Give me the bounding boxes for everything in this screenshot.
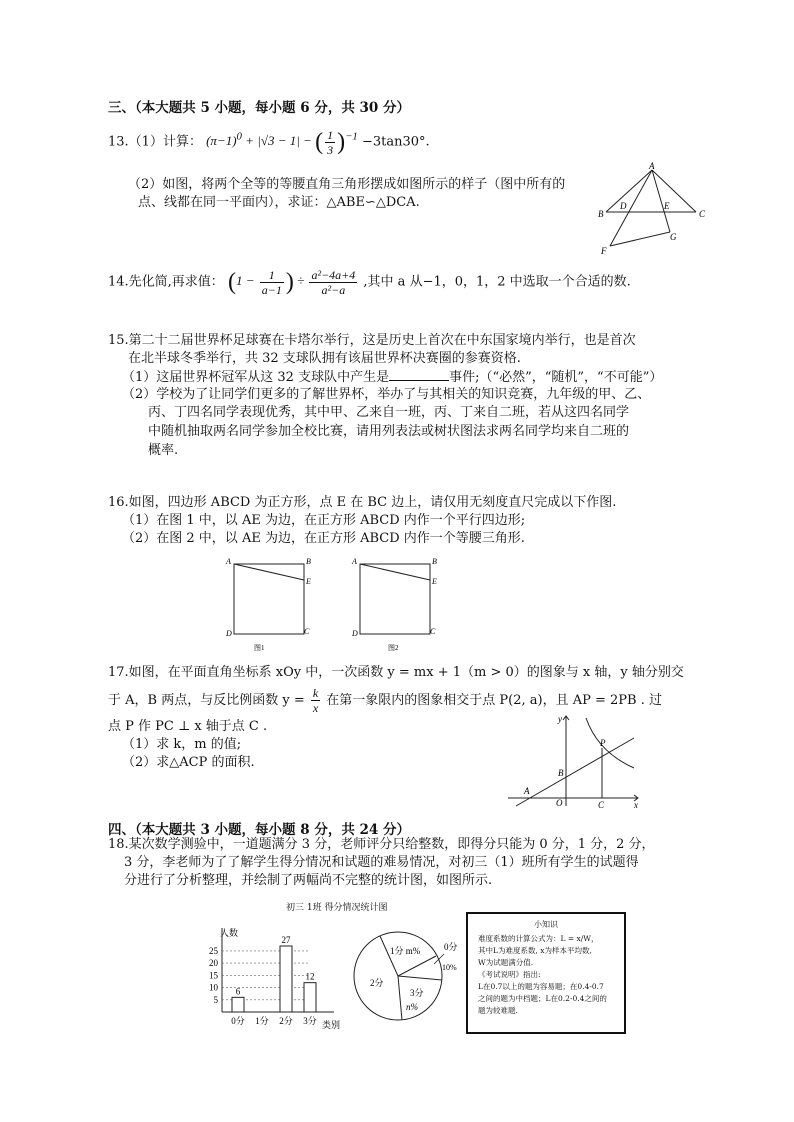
fig-label-B: B	[558, 768, 564, 778]
bar-value-label: 6	[235, 986, 241, 997]
q17-line1: 17.如图，在平面直角坐标系 xOy 中，一次函数 y = mx + 1（m > 0）的图象与 x 轴，y 轴分别交	[108, 665, 684, 680]
y-tick-label: 20	[209, 958, 218, 969]
q17-line2-end: 在第一象限内的图象相交于点 P(2, a)，且 AP = 2PB . 过	[322, 693, 663, 708]
q18-line2: 3 分，李老师为了了解学生得分情况和试题的难易情况，对初三（1）班所有学生的试题得	[124, 855, 639, 870]
fig-label-C: C	[699, 209, 706, 219]
bar-value-label: 12	[305, 971, 315, 982]
q14-label: 14.先化简,再求值：	[108, 274, 224, 290]
q16-figure-2	[348, 556, 448, 652]
fig1-label-D: D	[226, 629, 232, 638]
q17-line4: （1）求 k，m 的值;	[122, 737, 242, 752]
fig1-caption: 图1	[254, 644, 265, 652]
q13-expression: $(\pi-1)^0 + |√3 - 1|$ − ( $\frac{1}{3}$ )$^{-1}$	[206, 128, 358, 157]
section-3-heading: 三、（本大题共 5 小题，每小题 6 分，共 30 分）	[108, 100, 411, 116]
y-tick-label: 15	[209, 970, 218, 981]
bar-2分	[280, 946, 292, 1012]
fig-label-G: G	[670, 232, 677, 242]
q15-line6: 中随机抽取两名同学参加全校比赛，请用列表法或树状图法求两名同学均来自二班的	[148, 424, 630, 439]
chart-title: 初三 1班 得分情况统计图	[286, 903, 388, 913]
q17-line3: 点 P 作 PC ⊥ x 轴于点 C .	[108, 719, 268, 734]
q14-tail: ,其中 a 从−1，0，1，2 中选取一个合适的数.	[363, 274, 631, 290]
fig-label-C: C	[598, 800, 605, 808]
fig2-label-A: A	[352, 557, 357, 566]
fig-label-F: F	[601, 246, 607, 256]
fig-label-O: O	[556, 798, 563, 808]
x-tick-label: 2分	[279, 1016, 293, 1026]
bar-0分	[232, 997, 244, 1012]
note-line: 难度系数的计算公式为：L = x/W，	[478, 934, 599, 943]
fig-label-P: P	[600, 738, 606, 748]
x-tick-label: 1分	[255, 1016, 269, 1026]
x-tick-label: 3分	[303, 1016, 317, 1026]
q15-line5: 丙、丁四名同学表现优秀，其中甲、乙来自一班，丙、丁来自二班，若从这四名同学	[148, 405, 630, 420]
y-axis-label: 人数	[220, 928, 239, 938]
y-tick-label: 5	[213, 994, 218, 1005]
fig2-label-D: D	[352, 629, 358, 638]
q17-fraction: $\frac{k}{x}$	[312, 686, 319, 715]
fig2-label-E: E	[432, 577, 437, 586]
q15-line2: 在北半球冬季举行，共 32 支球队拥有该届世界杯决赛圈的参赛资格.	[128, 351, 521, 366]
fig-label-E: E	[664, 201, 670, 211]
q17-line5: （2）求△ACP 的面积.	[122, 755, 255, 770]
fig-label-A: A	[649, 162, 655, 171]
q13-part2-line2: 点、线都在同一平面内），求证：△ABE∽△DCA.	[138, 195, 420, 210]
q17-line2-start: 于 A，B 两点，与反比例函数 y =	[108, 693, 309, 708]
q15-line3	[122, 368, 662, 387]
pie-label-3: 3分	[410, 988, 424, 998]
q13-part2-line1: （2）如图，将两个全等的等腰直角三角形摆成如图所示的样子（图中所有的	[128, 177, 566, 192]
fig-label-B: B	[598, 209, 604, 219]
section-4-heading: 四、（本大题共 3 小题，每小题 8 分，共 24 分）	[108, 822, 411, 838]
q13-label: 13.（1）计算：	[108, 134, 202, 150]
score-bar-chart	[198, 922, 348, 1034]
q15-part1-text: （1）这届世界杯冠军从这 32 支球队中产生是	[122, 370, 390, 385]
q14-expression: (1 − $\frac{1}{a-1}$ ) ÷ $\frac{\text{a²−4a+4}}{\text{a²−a}}$	[227, 268, 356, 297]
note-line: 其中L为难度系数, x为样本平均数,	[478, 946, 592, 955]
pie-label-1: 1分 m%	[390, 946, 421, 956]
answer-blank	[389, 368, 449, 381]
q15-line1: 15.第二十二届世界杯足球赛在卡塔尔举行，这是历史上首次在中东国家境内举行，也是首次	[108, 333, 636, 348]
y-tick-label: 10	[209, 982, 218, 993]
q16-line1: 16.如图，四边形 ABCD 为正方形，点 E 在 BC 边上，请仅用无刻度直尺完成以下作图.	[108, 495, 617, 510]
fig2-label-C: C	[430, 627, 436, 636]
note-title: 小知识	[534, 920, 558, 929]
note-line: 题为较难题.	[478, 1006, 518, 1015]
q16-line3: （2）在图 2 中，以 AE 为边，在正方形 ABCD 内作一个等腰三角形.	[122, 531, 525, 546]
pie-label-0: 0分	[444, 942, 458, 952]
score-pie-chart	[350, 920, 462, 1032]
fig-label-y: y	[558, 714, 562, 724]
fig-label-D: D	[620, 201, 627, 211]
q15-line4: （2）学校为了让同学们更多的了解世界杯，举办了与其相关的知识竞赛，九年级的甲、乙、	[122, 387, 651, 402]
knowledge-note-box	[466, 912, 626, 1034]
bar-value-label: 27	[281, 935, 291, 945]
q15-line7: 概率.	[148, 443, 179, 458]
fig-label-x: x	[634, 800, 638, 808]
x-tick-label: 0分	[231, 1016, 245, 1026]
note-line: 《考试说明》指出:	[478, 970, 541, 979]
y-tick-label: 25	[209, 945, 218, 956]
pie-label-n: n%	[406, 1002, 418, 1012]
fig1-label-E: E	[306, 577, 311, 586]
q13-part1	[108, 128, 430, 157]
fig1-label-B: B	[306, 557, 311, 566]
bar-3分	[304, 983, 316, 1012]
note-line: L在0.7以上的题为容易题；在0.4-0.7	[478, 982, 604, 991]
fig2-caption: 图2	[388, 644, 399, 652]
q15-part1-options: 事件;（“必然”，“随机”，“不可能”）	[449, 370, 663, 385]
q14	[108, 268, 631, 297]
q18-line1: 18.某次数学测验中，一道题满分 3 分，老师评分只给整数，即得分只能为 0 分，1 分，2 分，	[108, 837, 655, 852]
q13-triangles-figure	[596, 162, 708, 258]
pie-label-2: 2分	[370, 978, 384, 988]
fig1-label-C: C	[304, 627, 310, 636]
note-line: W为试题满分值.	[478, 958, 534, 967]
x-axis-label: 类别	[322, 1020, 341, 1030]
q18-line3: 分进行了分析整理，并绘制了两幅尚不完整的统计图，如图所示.	[124, 873, 493, 888]
q16-line2: （1）在图 1 中，以 AE 为边，在正方形 ABCD 内作一个平行四边形;	[122, 513, 526, 528]
fig1-label-A: A	[226, 557, 231, 566]
q13-expression-tail: −3tan30°.	[361, 134, 430, 150]
q17-line2	[108, 686, 662, 715]
q17-coordinate-figure	[506, 712, 646, 808]
note-line: 之间的题为中档题；L在0.2-0.4之间的	[478, 994, 607, 1003]
note-body	[478, 933, 618, 1017]
fig-label-A: A	[524, 786, 530, 796]
pie-label-10pct: 10%	[442, 963, 457, 972]
q16-figure-1	[222, 556, 322, 652]
fig2-label-B: B	[432, 557, 437, 566]
